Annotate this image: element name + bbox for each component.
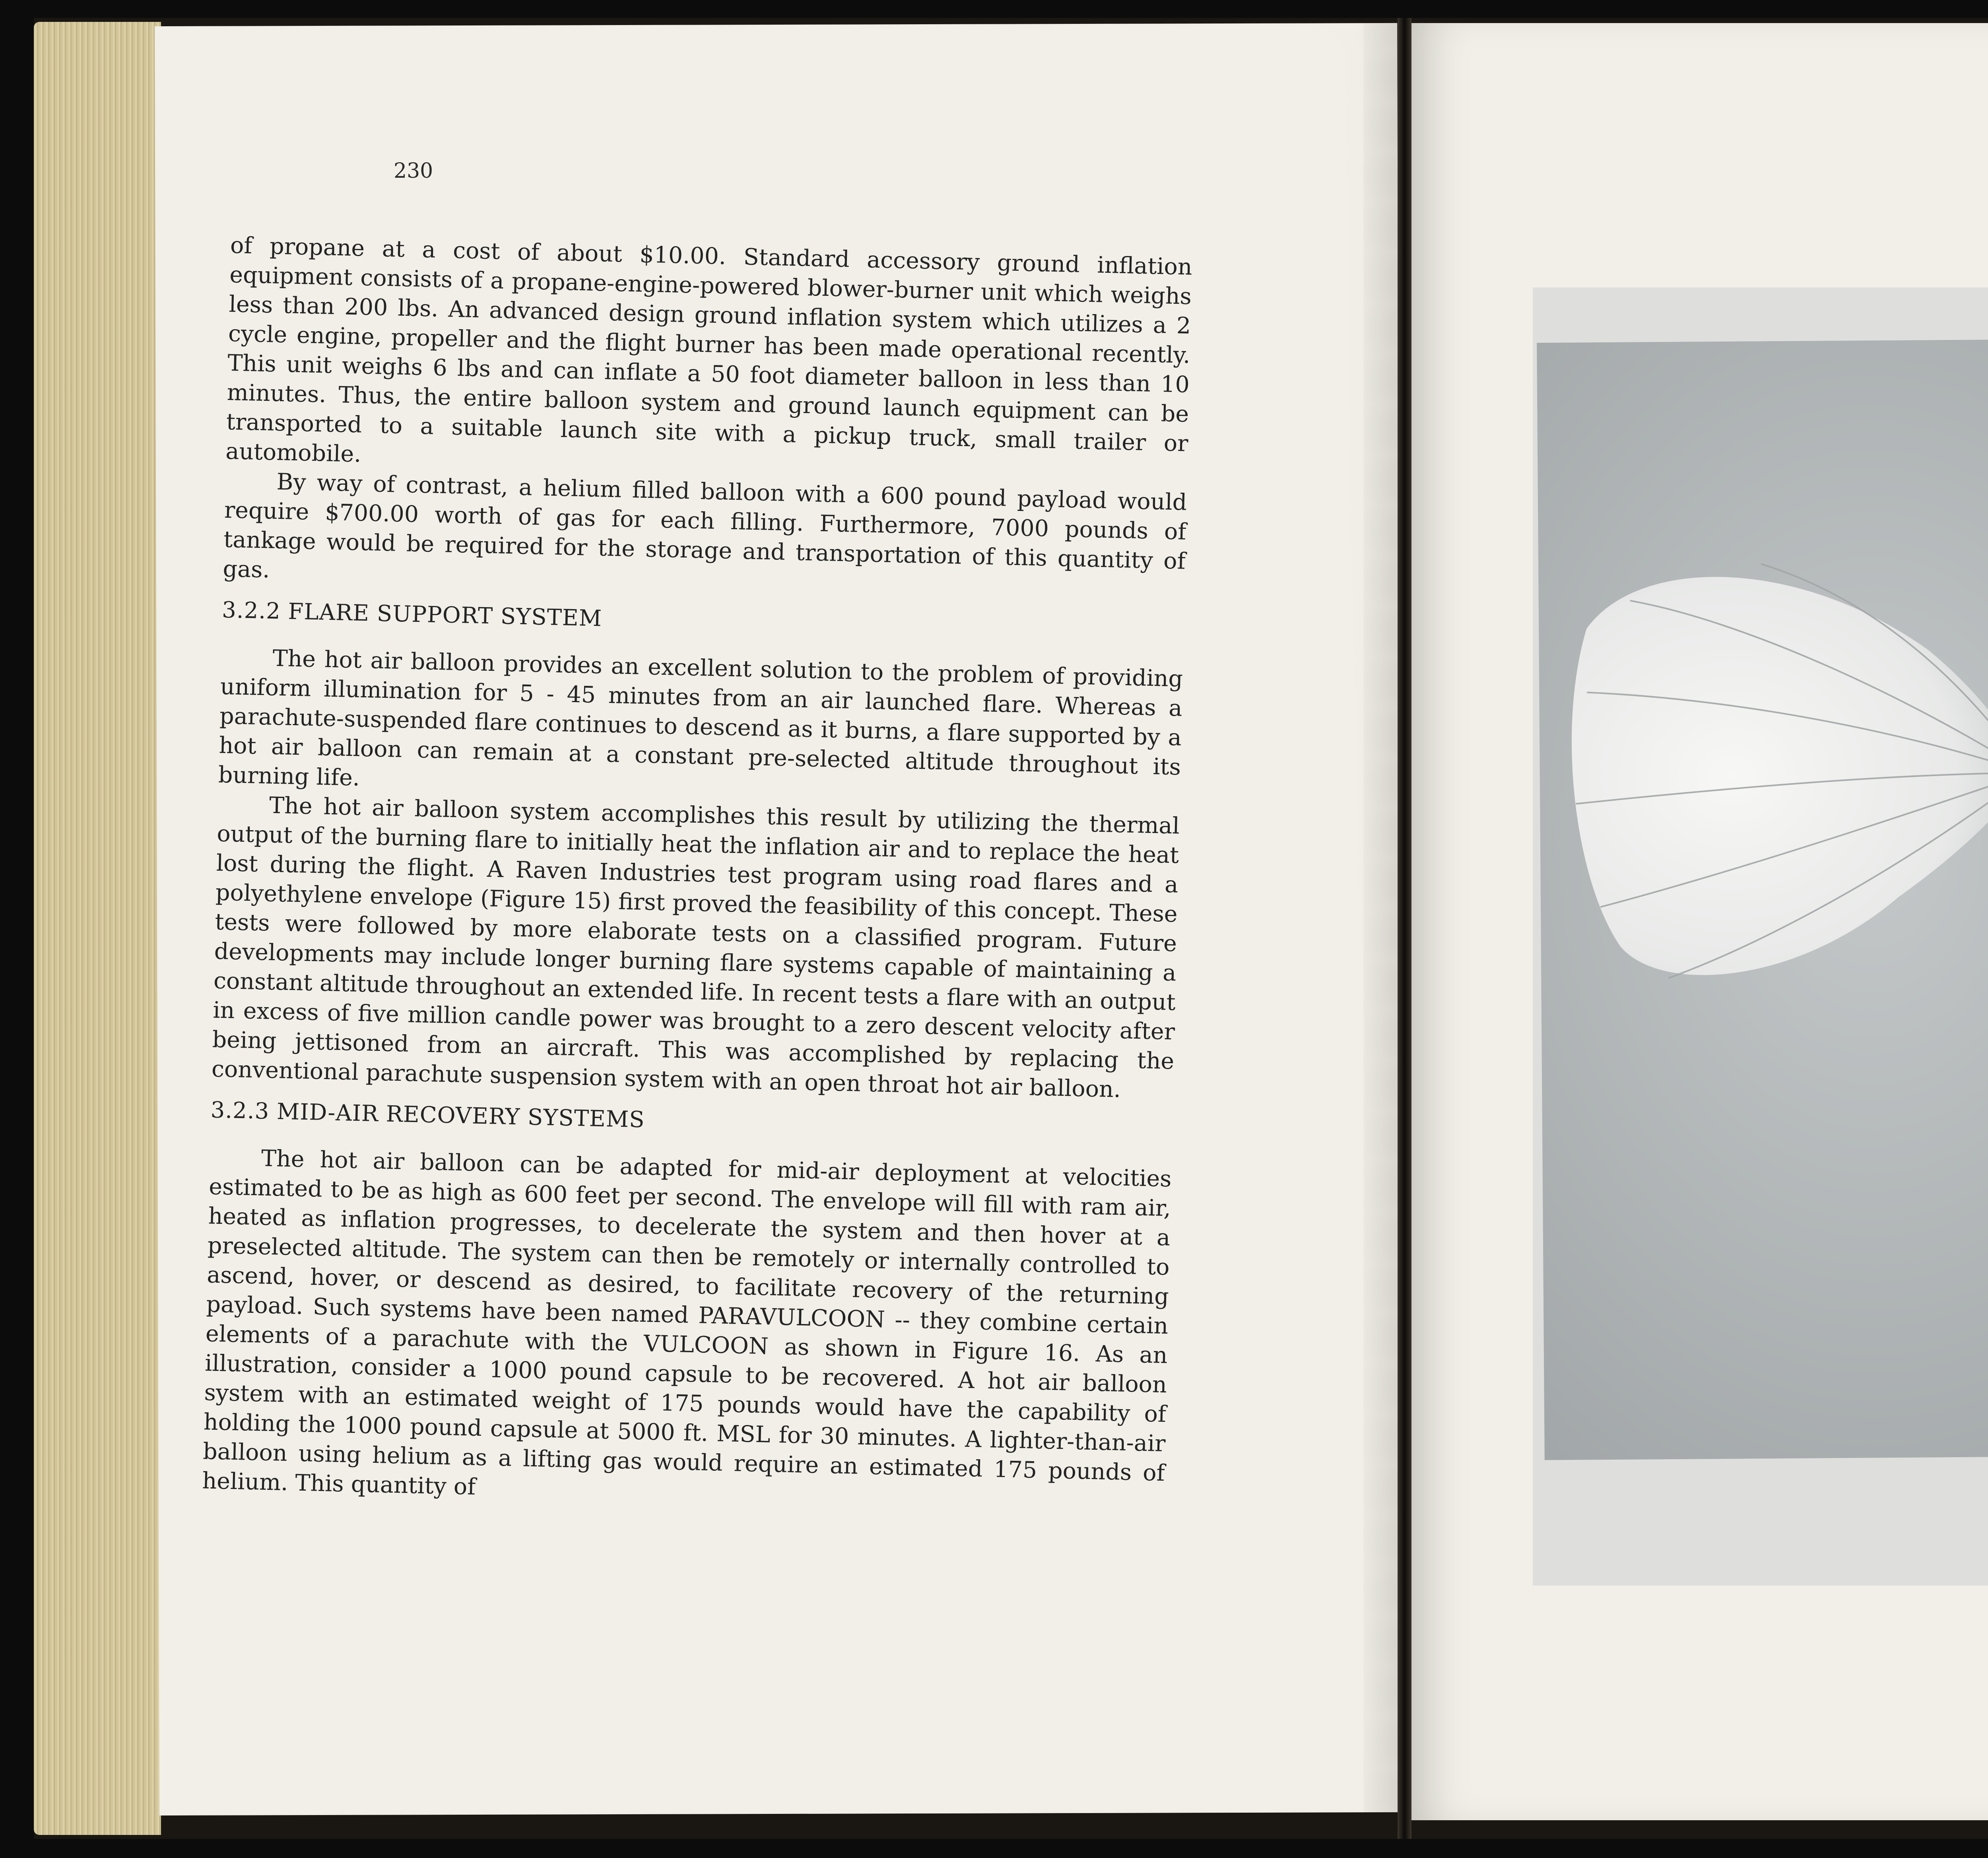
paragraph-flare-illumination: The hot air balloon provides an excellent solution to the problem of providing uniform illumination for 5 - 45 minutes from an air launched flare. Whereas a parachute-suspended flare continues to descend as it burns, a flare supported by a hot air balloon can remain at a constant pre-selected altitude throughout its burning life. (218, 645, 1183, 791)
book-gutter (1398, 18, 1411, 1839)
left-page-edges (34, 22, 161, 1835)
section-heading-mid-air-recovery: 3.2.3 MID-AIR RECOVERY SYSTEMS (210, 1097, 645, 1133)
paragraph-propane-cost: of propane at a cost of about $10.00. Standard accessory ground inflation equipment consists of a propane-engine-powered blower-burner unit which weighs less than 200 lbs. An advanced design ground inflation system which utilizes a 2 cycle engine, propeller and the flight burner has been made operational recently. This unit weighs 6 lbs and can inflate a 50 foot diameter balloon in less than 10 minutes. Thus, the entire balloon system and ground launch equipment can be transported to a suitable launch site with a pickup truck, small trailer or automobile. (225, 232, 1193, 468)
paragraph-helium-contrast: By way of contrast, a helium filled balloon with a 600 pound payload would require $700.00 worth of gas for each filling. Furthermore, 7000 pounds of tankage would be required for the storage and transportation of this quantity of gas. (222, 468, 1187, 583)
paragraph-mid-air-deployment: The hot air balloon can be adapted for mid-air deployment at velocities estimated to be as high as 600 feet per second. The envelope will fill with ram air, heated as inflation progresses, to decelerate the system and then hover at a preselected altitude. The system can then be remotely or internally controlled to ascend, hover, or descend as desired, to facilitate recovery of the returning payload. Such systems have been named PARAVULCOON -- they combine certain elements of a parachute with the VULCOON as shown in Figure 16. As an illustration, consider a 1000 pound capsule to be recovered. A hot air balloon system with an estimated weight of 175 pounds would have the capability of holding the 1000 pound capsule at 5000 ft. MSL for 30 minutes. A lighter-than-air balloon using helium as a lifting gas would require an estimated 175 pounds of helium. This quantity of (202, 1145, 1172, 1500)
page-number-left: 230 (394, 159, 433, 183)
figure-15-photo (1537, 337, 1988, 1460)
left-page-body (202, 231, 1193, 1517)
section-heading-flare-support: 3.2.2 FLARE SUPPORT SYSTEM (221, 597, 602, 632)
paragraph-flare-thermal-output: The hot air balloon system accomplishes this result by utilizing the thermal output of the burning flare to initially heat the inflation air and to replace the heat lost during the flight. A Raven Industries test program using road flares and a polyethylene envelope (Figure 15) first proved the feasibility of this concept. These tests were followed by more elaborate tests on a classified program. Future developments may include longer burning flare systems capable of maintaining a constant altitude throughout an extended life. In recent tests a flare with an output in excess of five million candle power was brought to a zero descent velocity after being jettisoned from an aircraft. This was accomplished by replacing the conventional parachute suspension system with an open throat hot air balloon. (211, 792, 1180, 1103)
